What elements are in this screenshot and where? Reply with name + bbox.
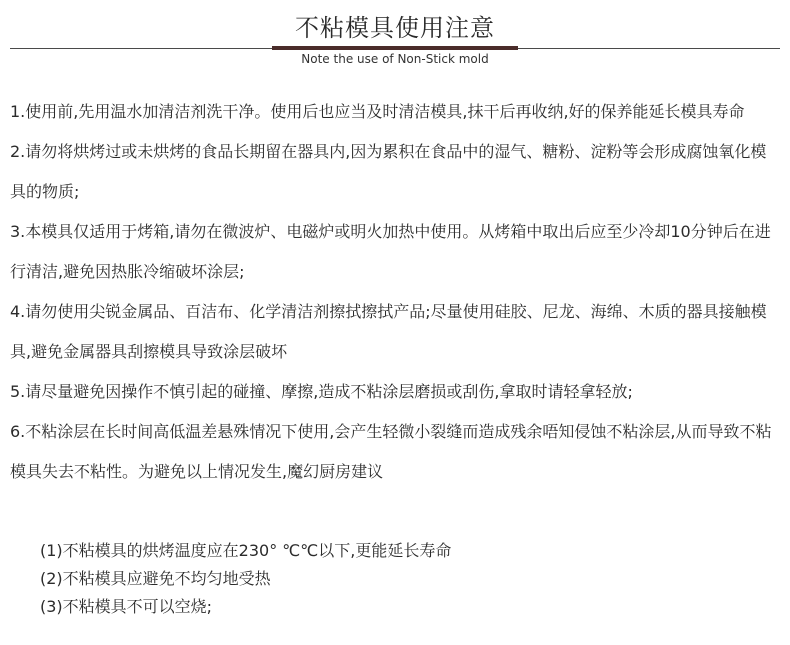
instruction-list xyxy=(10,92,780,492)
title-underline-accent xyxy=(272,46,518,50)
instruction-item-6: 6.不粘涂层在长时间高低温差悬殊情况下使用,会产生轻微小裂缝而造成残余唔知侵蚀不粘涂层,从而导致不粘模具失去不粘性。为避免以上情况发生,魔幻厨房建议 xyxy=(10,422,772,481)
recommendation-item-3: (3)不粘模具不可以空烧; xyxy=(40,597,213,616)
instruction-item-5: 5.请尽量避免因操作不慎引起的碰撞、摩擦,造成不粘涂层磨损或刮伤,拿取时请轻拿轻放; xyxy=(10,382,633,401)
instruction-item-1: 1.使用前,先用温水加清洁剂洗干净。使用后也应当及时清洁模具,抹干后再收纳,好的保养能延长模具寿命 xyxy=(10,102,745,121)
title-block xyxy=(272,8,518,48)
page-subtitle: Note the use of Non-Stick mold xyxy=(301,52,489,66)
header-rule-left xyxy=(10,48,272,49)
recommendation-item-2: (2)不粘模具应避免不均匀地受热 xyxy=(40,569,271,588)
header xyxy=(0,0,790,80)
header-rule-right xyxy=(518,48,780,49)
instruction-item-3: 3.本模具仅适用于烤箱,请勿在微波炉、电磁炉或明火加热中使用。从烤箱中取出后应至少冷却10分钟后在进行清洁,避免因热胀冷缩破坏涂层; xyxy=(10,222,771,281)
page-title: 不粘模具使用注意 xyxy=(295,14,495,42)
instruction-item-4: 4.请勿使用尖锐金属品、百洁布、化学清洁剂擦拭擦拭产品;尽量使用硅胶、尼龙、海绵、木质的器具接触模具,避免金属器具刮擦模具导致涂层破坏 xyxy=(10,302,767,361)
recommendation-item-1: (1)不粘模具的烘烤温度应在230° ℃℃以下,更能延长寿命 xyxy=(40,541,452,560)
instruction-item-2: 2.请勿将烘烤过或未烘烤的食品长期留在器具内,因为累积在食品中的湿气、糖粉、淀粉等会形成腐蚀氧化模具的物质; xyxy=(10,142,767,201)
recommendation-list xyxy=(40,537,760,621)
